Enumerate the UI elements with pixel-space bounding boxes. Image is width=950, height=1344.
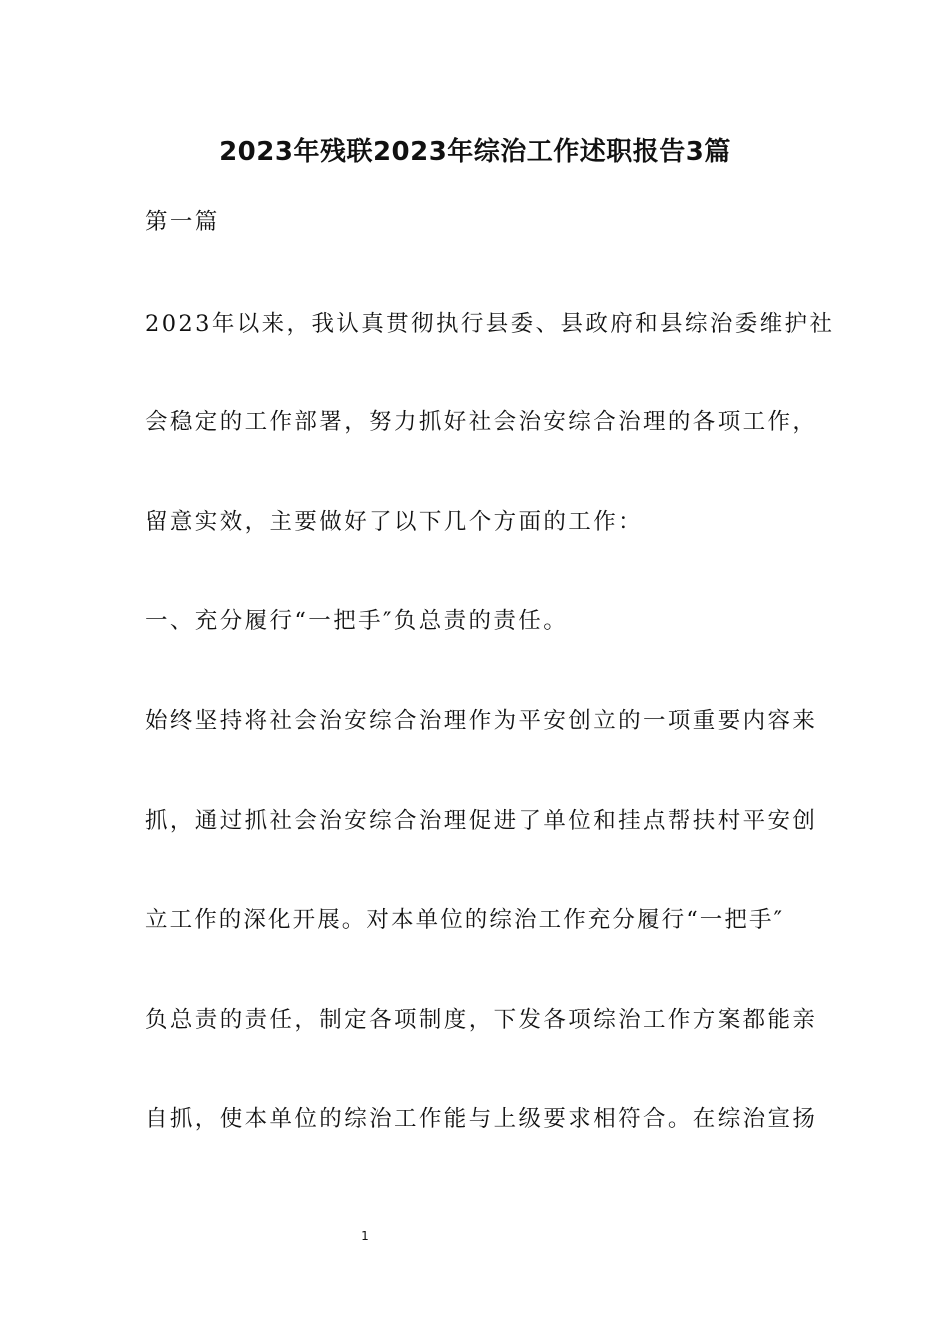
paragraph-line: 自抓，使本单位的综治工作能与上级要求相符合。在综治宣扬 [145, 1106, 818, 1132]
subsection-heading: 一、充分履行“一把手″负总责的责任。 [145, 608, 569, 634]
section-heading-first: 第一篇 [145, 209, 220, 235]
paragraph-line: 2023年以来，我认真贯彻执行县委、县政府和县综治委维护社 [145, 311, 835, 337]
document-title: 2023年残联2023年综治工作述职报告3篇 [219, 137, 731, 167]
paragraph-line: 抓，通过抓社会治安综合治理促进了单位和挂点帮扶村平安创 [145, 808, 818, 834]
paragraph-line: 始终坚持将社会治安综合治理作为平安创立的一项重要内容来 [145, 708, 818, 734]
paragraph-line: 留意实效，主要做好了以下几个方面的工作： [145, 509, 644, 535]
paragraph-line: 立工作的深化开展。对本单位的综治工作充分履行“一把手″ [145, 907, 785, 933]
page-number: 1 [361, 1229, 369, 1243]
paragraph-line: 负总责的责任，制定各项制度，下发各项综治工作方案都能亲 [145, 1007, 818, 1033]
paragraph-line: 会稳定的工作部署，努力抓好社会治安综合治理的各项工作， [145, 409, 818, 435]
